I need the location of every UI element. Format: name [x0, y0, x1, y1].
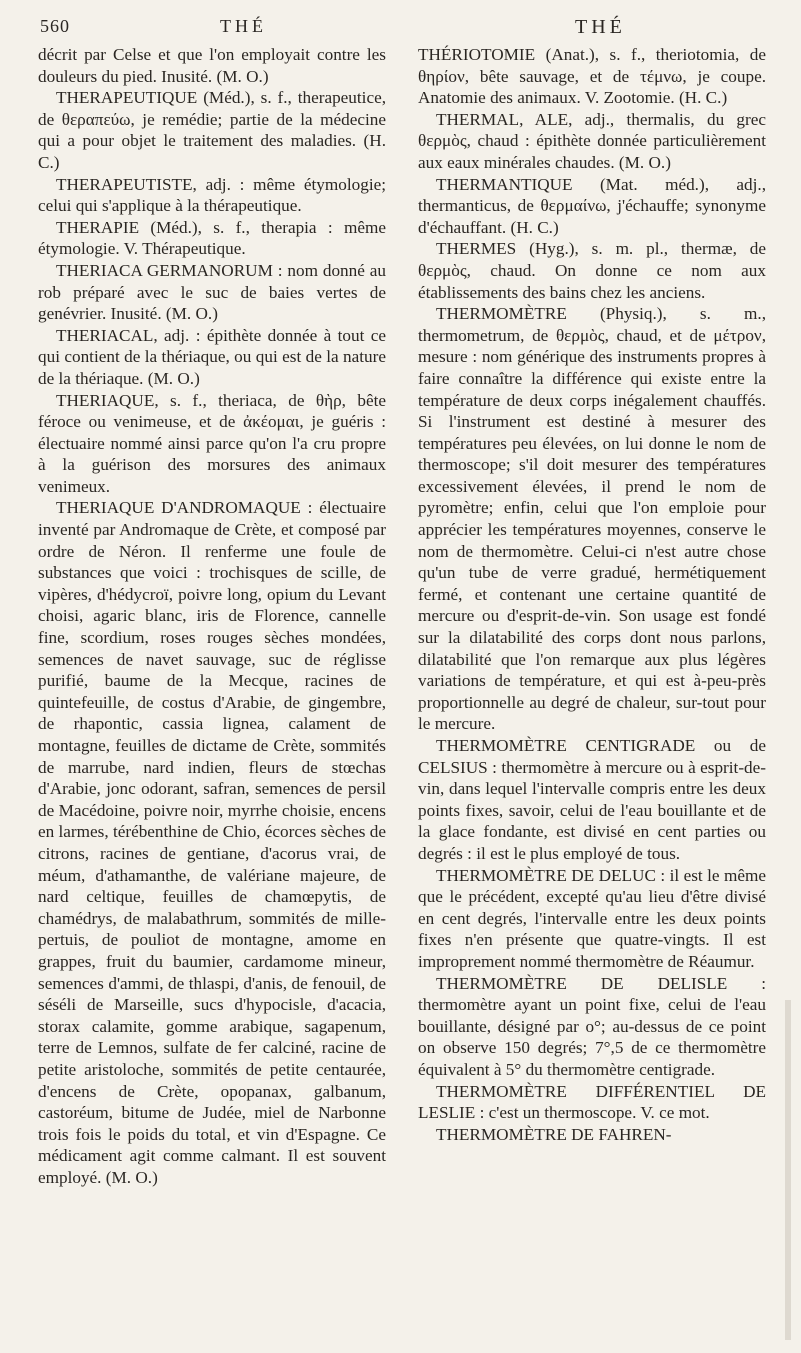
- entry-theriaque: THERIAQUE, s. f., theriaca, de θὴρ, bête féroce ou venimeuse, et de ἀκέομαι, je guéris : électuaire nommé ainsi parce qu'on l'a cru propre à la guérison des morsures des animaux venimeux.: [38, 390, 386, 496]
- right-column: [418, 44, 766, 1145]
- running-head-right: THÉ: [575, 16, 626, 38]
- entry-thermometre-fahrenheit: THERMOMÈTRE DE FAHREN-: [436, 1124, 672, 1144]
- entry-thermal: THERMAL, ALE, adj., thermalis, du grec θερμὸς, chaud : épithète donnée particulièrement aux eaux minérales chaudes. (M. O.): [418, 109, 766, 172]
- entry-thermometre-centigrade: THERMOMÈTRE CENTIGRADE ou de CELSIUS : thermomètre à mercure ou à esprit-de-vin, dans lequel l'intervalle compris entre les deux points fixes, savoir, celui de l'eau bouillante et de la glace fondante, est divisé en cent parties ou degrés : il est le plus employé de tous.: [418, 736, 766, 863]
- page-edge-shadow: [785, 1000, 791, 1340]
- entry-therapeutiste: THERAPEUTISTE, adj. : même étymologie; celui qui s'applique à la thérapeutique.: [38, 174, 386, 216]
- entry-celse-continued: décrit par Celse et que l'on employait contre les douleurs du pied. Inusité. (M. O.): [38, 45, 386, 86]
- left-column: [38, 44, 386, 1188]
- entry-thermometre-leslie: THERMOMÈTRE DIFFÉRENTIEL DE LESLIE : c'est un thermoscope. V. ce mot.: [418, 1081, 766, 1123]
- entry-thermes: THERMES (Hyg.), s. m. pl., thermæ, de θερμὸς, chaud. On donne ce nom aux établissements des bains chez les anciens.: [418, 239, 766, 302]
- entry-thermometre: THERMOMÈTRE (Physiq.), s. m., thermometrum, de θερμὸς, chaud, et de μέτρον, mesure : nom générique des instruments propres à faire connaître la différence qui existe entre la température de deux corps inégalement chauffés. Si l'instrument est destiné à mesurer des températures peu élevées, on lui donne le nom de thermoscope; s'il doit mesurer des températures excessivement élevées, il prend le nom de pyromètre; enfin, celui que l'on emploie pour apprécier les températures moyennes, conserve le nom de thermomètre. Celui-ci n'est autre chose qu'un tube de verre gradué, hermétiquement fermé, et contenant une certaine quantité de mercure ou d'esprit-de-vin. Son usage est fondé sur la dilatabilité des corps dont nous parlons, dilatabilité que l'on remarque aux plus légères variations de température, et qui est à-peu-près proportionnelle au degré de chaleur, sur-tout pour le mercure.: [418, 304, 766, 734]
- entry-thermometre-delisle: THERMOMÈTRE DE DELISLE : thermomètre ayant un point fixe, celui de l'eau bouillante, désigné par o°; au-dessus de ce point on observe 150 degrés; 7°,5 de ce thermomètre équivalent à 5° du thermomètre centigrade.: [418, 973, 766, 1079]
- entry-thermometre-deluc: THERMOMÈTRE DE DELUC : il est le même que le précédent, excepté qu'au lieu d'être divisé en cent degrés, l'intervalle entre les deux points fixes n'en présente que quatre-vingts. Il est improprement nommé thermomètre de Réaumur.: [418, 865, 766, 971]
- entry-theriacal: THERIACAL, adj. : épithète donnée à tout ce qui contient de la thériaque, ou qui est de la nature de la thériaque. (M. O.): [38, 325, 386, 388]
- entry-therapeutique: THERAPEUTIQUE (Méd.), s. f., therapeutice, de θεραπεύω, je remédie; partie de la médecine qui a pour objet le traitement des maladies. (H. C.): [38, 88, 386, 172]
- running-head-left: THÉ: [220, 16, 267, 36]
- entry-theriaca-germanorum: THERIACA GERMANORUM : nom donné au rob préparé avec le suc de baies vertes de genévrier. Inusité. (M. O.): [38, 260, 386, 324]
- entry-therapie: THERAPIE (Méd.), s. f., therapia : même étymologie. V. Thérapeutique.: [38, 217, 386, 259]
- entry-theriaque-andromaque: THERIAQUE D'ANDROMAQUE : électuaire inventé par Andromaque de Crète, et composé par ordre de Néron. Il renferme une foule de substances que voici : trochisques de scille, de vipères, d'hédycroï, poivre long, opium du Levant choisi, agaric blanc, iris de Florence, cannelle fine, scordium, roses rouges sèches mondées, semences de navet sauvage, suc de réglisse purifié, baume de la Mecque, racines de quintefeuille, de costus d'Arabie, de gingembre, de rhapontic, cassia lignea, calament de montagne, feuilles de dictame de Crète, sommités de marrube, nard indien, fleurs de stœchas d'Arabie, jonc odorant, safran, semences de persil de Macédoine, poivre noir, myrrhe choisie, encens en larmes, térébenthine de Chio, écorces sèches de citrons, racines de gentiane, d'acorus vrai, de méum, d'athamanthe, de valériane majeure, de nard celtique, feuilles de chamœpytis, de chamédrys, de malabathrum, sommités de mille-pertuis, de pouliot de montagne, amome en grappes, fruit du baumier, cardamome mineur, semences d'ammi, de thlaspi, d'anis, de fenouil, de séséli de Marseille, sucs d'hypocisle, d'acacia, storax calamite, gomme arabique, sagapenum, terre de Lemnos, sulfate de fer calciné, racine de petite aristoloche, sommités de petite centaurée, d'encens de Crète, opopanax, galbanum, castoréum, bitume de Judée, miel de Narbonne trois fois le poids du total, et vin d'Espagne. Ce médicament agit comme calmant. Il est souvent employé. (M. O.): [38, 498, 386, 1187]
- entry-theriotomie: THÉRIOTOMIE (Anat.), s. f., theriotomia, de θηρίον, bête sauvage, et de τέμνω, je coupe. Anatomie des animaux. V. Zootomie. (H. C.): [418, 45, 766, 108]
- page-number: 560: [40, 16, 70, 36]
- entry-thermantique: THERMANTIQUE (Mat. méd.), adj., thermanticus, de θερμαίνω, j'échauffe; synonyme d'échauffant. (H. C.): [418, 174, 766, 237]
